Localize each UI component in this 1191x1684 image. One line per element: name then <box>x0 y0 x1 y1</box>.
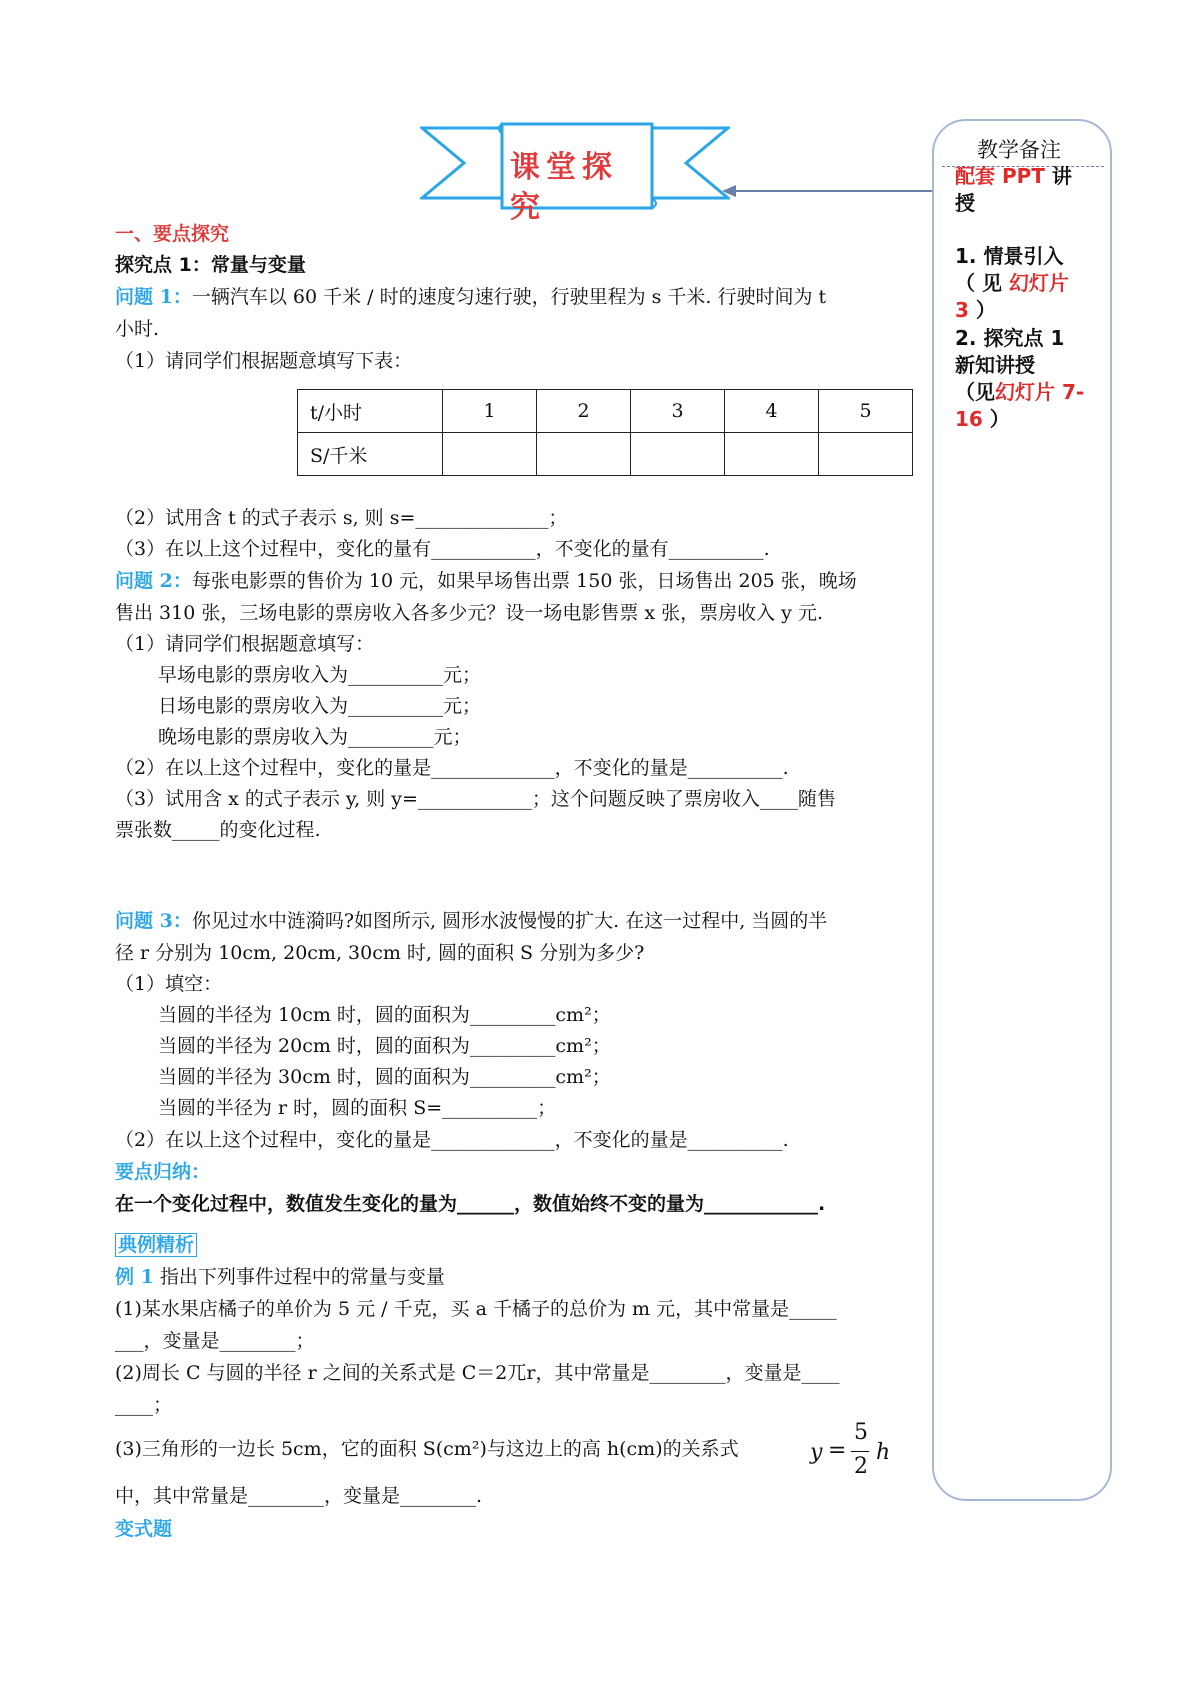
sidebar-step2: 2. 探究点 1 <box>955 326 1065 350</box>
sidebar-step2-num <box>955 406 1105 433</box>
table-cell: 1 <box>443 390 537 433</box>
q2-morning: 早场电影的票房收入为__________元； <box>158 664 482 686</box>
example-title: 指出下列事件过程中的常量与变量 <box>159 1266 445 1288</box>
q1-item1: （1）请同学们根据题意填写下表： <box>115 350 413 372</box>
q2-line-b: 售出 310 张，三场电影的票房收入各多少元？设一场电影售票 x 张，票房收入 y 元. <box>115 602 823 624</box>
q3-r10: 当圆的半径为 10cm 时，圆的面积为_________cm²； <box>158 1004 611 1026</box>
sidebar-step2-pre: （见 <box>955 380 995 404</box>
summary-text: 在一个变化过程中，数值发生变化的量为______，数值始终不变的量为____________. <box>115 1193 826 1215</box>
q3-line-b: 径 r 分别为 10cm, 20cm, 30cm 时, 圆的面积 S 分别为多少? <box>115 942 645 964</box>
data-table <box>297 389 913 476</box>
sidebar-step2-slide-num: 16 <box>955 407 983 431</box>
q2-label: 问题 2： <box>115 570 192 592</box>
table-row-s <box>298 433 913 476</box>
q1-label: 问题 1： <box>115 286 192 308</box>
q3-rr: 当圆的半径为 r 时，圆的面积 S=__________； <box>158 1097 557 1119</box>
example-p1b: ___，变量是________； <box>115 1330 315 1352</box>
q1-item2: （2）试用含 t 的式子表示 s, 则 s=______________； <box>115 507 568 529</box>
table-cell: 3 <box>631 390 725 433</box>
example-tag: 典例精析 <box>115 1233 197 1257</box>
q2-line-a <box>115 569 857 593</box>
q2-item3a: （3）试用含 x 的式子表示 y, 则 y=____________；这个问题反映了票房收入____随售 <box>115 788 836 810</box>
sidebar-ppt: 配套 PPT <box>955 164 1045 188</box>
q3-line-a <box>115 909 827 933</box>
point1-heading: 探究点 1：常量与变量 <box>115 254 306 276</box>
q3-item1: （1）填空： <box>115 973 223 995</box>
example-label: 例 1 <box>115 1266 154 1288</box>
example-p3a: (3)三角形的一边长 5cm，它的面积 S(cm²)与这边上的高 h(cm)的关系式 <box>115 1438 739 1460</box>
table-cell: 5 <box>819 390 913 433</box>
sidebar-step1-slide: 幻灯片 <box>1008 271 1069 295</box>
section-heading: 一、要点探究 <box>115 223 230 245</box>
q3-r20: 当圆的半径为 20cm 时，圆的面积为_________cm²； <box>158 1035 611 1057</box>
example-p3b: 中，其中常量是________，变量是________. <box>115 1485 483 1507</box>
sidebar-step1-ref <box>955 270 1105 297</box>
q2-evening: 晚场电影的票房收入为_________元； <box>158 726 472 748</box>
q3-text-a: 你见过水中涟漪吗?如图所示, 圆形水波慢慢的扩大. 在这一过程中, 当圆的半 <box>191 910 828 932</box>
formula-h: h <box>876 1440 891 1465</box>
q1-line-a <box>115 285 826 309</box>
sidebar-step1-num <box>955 297 1105 324</box>
variant-label: 变式题 <box>115 1518 173 1540</box>
q2-item3b: 票张数_____的变化过程. <box>115 819 321 841</box>
formula-denominator: 2 <box>854 1454 868 1479</box>
q3-item2: （2）在以上这个过程中，变化的量是_____________，不变化的量是__________. <box>115 1129 789 1151</box>
q2-item2: （2）在以上这个过程中，变化的量是_____________，不变化的量是__________. <box>115 757 789 779</box>
example-p1a: (1)某水果店橘子的单价为 5 元 / 千克，买 a 千橘子的总价为 m 元，其中常量是_____ <box>115 1298 837 1320</box>
table-row-t <box>298 390 913 433</box>
sidebar-step1-post: ） <box>968 298 996 322</box>
sidebar-title: 教学备注 <box>977 138 1061 162</box>
fraction-bar <box>851 1451 869 1452</box>
table-cell-blank <box>537 433 631 476</box>
formula-eq: = <box>828 1438 847 1463</box>
sidebar-ppt-suffix: 讲 <box>1044 164 1072 188</box>
q1-item3: （3）在以上这个过程中，变化的量有___________，不变化的量有__________. <box>115 538 770 560</box>
banner-title: 课堂探究 <box>510 150 618 225</box>
sidebar-step2-b: 新知讲授 <box>955 353 1035 377</box>
sidebar-step1: 1. 情景引入 <box>955 244 1064 268</box>
q2-text-a: 每张电影票的售价为 10 元，如果早场售出票 150 张，日场售出 205 张，晚场 <box>191 570 857 592</box>
table-cell-blank <box>725 433 819 476</box>
table-cell: 4 <box>725 390 819 433</box>
example-p2b: ____； <box>115 1394 173 1416</box>
q2-day: 日场电影的票房收入为__________元； <box>158 695 482 717</box>
q1-text-a: 一辆汽车以 60 千米 / 时的速度匀速行驶，行驶里程为 s 千米. 行驶时间为 t <box>191 286 827 308</box>
sidebar-step2-slide: 幻灯片 7- <box>995 380 1085 404</box>
sidebar-step1-slide-num: 3 <box>955 298 969 322</box>
table-cell-blank <box>443 433 537 476</box>
table-header-s: S/千米 <box>298 433 443 476</box>
arrow-icon <box>720 184 934 198</box>
formula-numerator: 5 <box>854 1420 868 1445</box>
sidebar-ppt-line2: 授 <box>955 191 975 215</box>
example-p2a: (2)周长 C 与圆的半径 r 之间的关系式是 C＝2兀r，其中常量是________，变量是____ <box>115 1362 840 1384</box>
summary-label: 要点归纳： <box>115 1161 211 1183</box>
formula-y: y <box>810 1440 823 1465</box>
q3-label: 问题 3： <box>115 910 192 932</box>
example-heading <box>115 1265 445 1289</box>
table-cell-blank <box>631 433 725 476</box>
q1-line-b: 小时. <box>115 318 160 340</box>
q3-r30: 当圆的半径为 30cm 时，圆的面积为_________cm²； <box>158 1066 611 1088</box>
table-header-t: t/小时 <box>298 390 443 433</box>
sidebar-step2-ref <box>955 379 1105 406</box>
sidebar-step1-pre: （ 见 <box>955 271 1002 295</box>
sidebar-ppt-line <box>955 163 1105 190</box>
example-tag-line <box>115 1233 197 1257</box>
table-cell: 2 <box>537 390 631 433</box>
table-cell-blank <box>819 433 913 476</box>
q2-item1: （1）请同学们根据题意填写： <box>115 633 375 655</box>
sidebar-step2-post: ） <box>982 407 1010 431</box>
